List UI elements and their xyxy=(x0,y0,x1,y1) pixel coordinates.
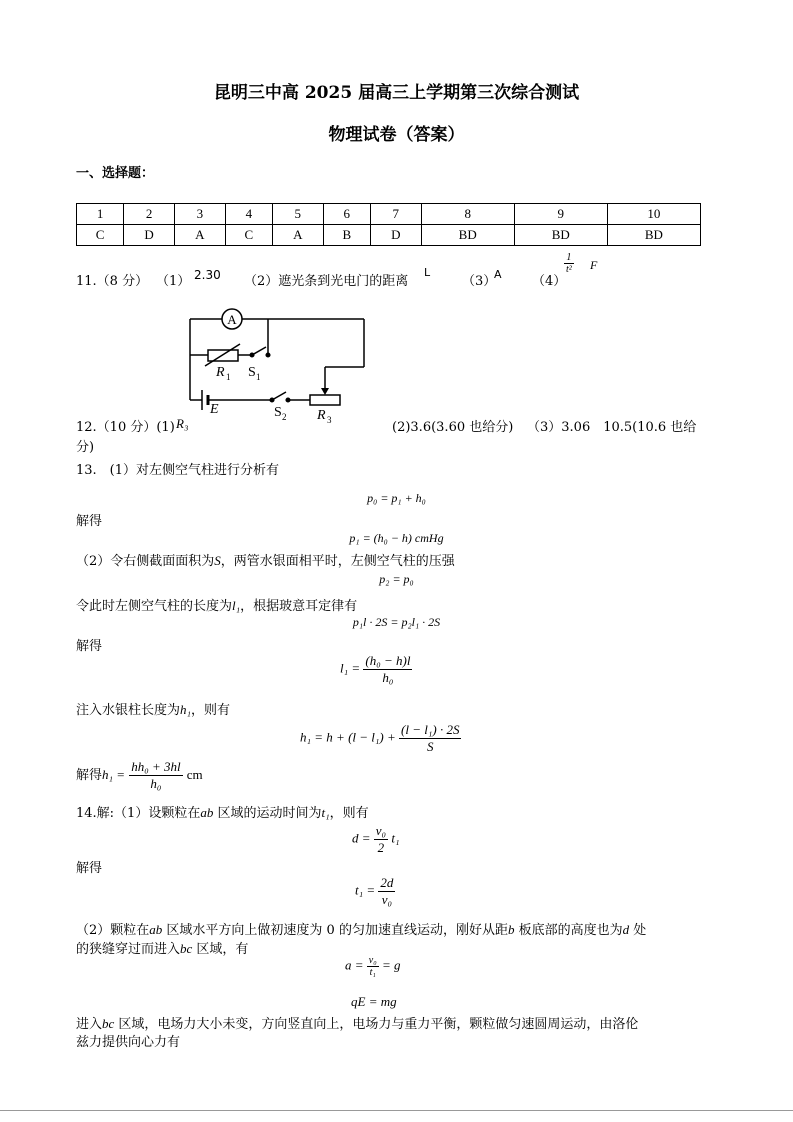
q13-line4 xyxy=(76,699,230,718)
answer-table-cell: 6 xyxy=(323,204,370,225)
q14-line2-text: （2）颗粒在 xyxy=(76,923,150,938)
q13-eq6-numerator: (l − l₁) · 2S xyxy=(401,722,460,737)
q14-solve1: 解得 xyxy=(76,861,103,876)
q13-equation1: p₀ = p₁ + h₀ xyxy=(367,491,426,505)
q14-line3-text: 的狭缝穿过而进入 xyxy=(76,942,181,957)
q14-line1-rest: ，则有 xyxy=(329,806,369,821)
q13-equation2: p₁ = (h₀ − h) cmHg xyxy=(349,531,444,545)
q14-eq3-lhs: a = xyxy=(345,957,364,973)
q13-line4-text: 注入水银柱长度为 xyxy=(76,703,181,718)
q13-equation5 xyxy=(340,653,412,686)
q11-answer2: L xyxy=(424,266,431,279)
answer-table-cell: 7 xyxy=(370,204,421,225)
q13-line3-var: l₁ xyxy=(232,598,241,613)
r3-slider-arrow xyxy=(321,388,329,395)
q13-solve1: 解得 xyxy=(76,514,103,529)
q13-eq7-numerator: hh₀ + 3hl xyxy=(131,759,181,774)
page-subtitle: 物理试卷（答案） xyxy=(328,125,465,145)
q13-eq5-fraction xyxy=(363,653,412,686)
q14-line4 xyxy=(76,1013,638,1032)
answer-table-cell: C xyxy=(225,225,272,246)
answer-table-cell: 9 xyxy=(514,204,607,225)
q14-line2-mid2: 板底部的高度也为 xyxy=(514,923,623,938)
q13-eq5-lhs: l₁ = xyxy=(340,660,361,676)
s1-subscript: 1 xyxy=(256,372,261,382)
q13-eq7-unit: cm xyxy=(186,767,203,782)
page-title: 昆明三中高 2025 届高三上学期第三次综合测试 xyxy=(213,83,580,103)
q14-eq2-fraction xyxy=(378,875,395,908)
q11-answer1: 2.30 xyxy=(194,268,221,282)
q14-eq1-lhs: d = xyxy=(352,830,371,846)
q13-line2-text: （2）令右侧截面面积为 xyxy=(76,554,215,569)
q11-part1: （1） xyxy=(156,274,191,289)
q14-line3-bc: bc xyxy=(180,941,193,956)
q13-line1: 13. (1）对左侧空气柱进行分析有 xyxy=(76,463,280,478)
q13-eq7-lhs: h₁ = xyxy=(102,767,126,782)
answer-table-cell: 3 xyxy=(174,204,225,225)
q11-fraction-denominator: t² xyxy=(566,264,572,275)
q14-line2-rest: 处 xyxy=(629,923,647,938)
q13-equation3: p₂ = p₀ xyxy=(379,572,414,586)
q14-eq1-fraction xyxy=(374,823,388,856)
q13-eq6-denominator: S xyxy=(426,739,434,754)
q13-line2 xyxy=(76,550,455,569)
s1-label: S xyxy=(248,365,256,380)
q13-line3 xyxy=(76,595,357,614)
q11-fraction-numerator: 1 xyxy=(564,252,574,264)
q13-solve3: 解得 xyxy=(76,768,103,783)
answer-table-number-row xyxy=(77,204,701,225)
answer-table-cell: BD xyxy=(421,225,514,246)
q13-equation6 xyxy=(300,722,461,755)
q13-line4-rest: ，则有 xyxy=(191,703,231,718)
q14-line4-bc: bc xyxy=(102,1016,115,1031)
answer-table-cell: B xyxy=(323,225,370,246)
q14-eq3-numerator: v₀ xyxy=(368,955,377,966)
q11-answer3: A xyxy=(494,268,502,281)
q14-equation4: qE = mg xyxy=(351,994,397,1009)
s2-label: S xyxy=(274,405,282,420)
answer-table-cell: A xyxy=(174,225,225,246)
q13-line2-var: S xyxy=(214,553,221,568)
ammeter-label: A xyxy=(227,312,237,327)
q13-eq5-numerator: (h₀ − h)l xyxy=(365,653,411,668)
answer-table-cell: A xyxy=(272,225,323,246)
q14-equation2 xyxy=(355,875,395,908)
q13-eq5-denominator: h₀ xyxy=(382,670,394,685)
q11-part2: （2）遮光条到光电门的距离 xyxy=(244,274,409,289)
q14-line5: 兹力提供向心力有 xyxy=(76,1035,181,1050)
q14-line2-ab: ab xyxy=(149,922,163,937)
r3-resistor xyxy=(310,395,340,405)
page-bottom-divider xyxy=(0,1110,793,1111)
q14-line3-rest: 区域，有 xyxy=(192,942,249,957)
q11-answer4: F xyxy=(590,258,598,272)
r3-subscript: 3 xyxy=(327,415,332,425)
answer-table-cell: 1 xyxy=(77,204,124,225)
answer-table-cell: D xyxy=(124,225,175,246)
q13-line2-rest: ，两管水银面相平时，左侧空气柱的压强 xyxy=(220,554,455,569)
q14-line2-mid: 区域水平方向上做初速度为 0 的匀加速直线运动，刚好从距 xyxy=(162,923,508,938)
q14-equation3 xyxy=(345,955,400,978)
answer-table-cell: BD xyxy=(607,225,700,246)
q14-line4-rest: 区域，电场力大小未变，方向竖直向上，电场力与重力平衡，颗粒做匀速圆周运动，由洛伦 xyxy=(114,1017,639,1032)
answer-table-cell: C xyxy=(77,225,124,246)
q13-eq6-fraction xyxy=(399,722,461,755)
answer-table-cell: BD xyxy=(514,225,607,246)
q14-line1-ab: ab xyxy=(200,805,214,820)
section-heading-choice: 一、选择题： xyxy=(76,166,155,181)
circuit-diagram xyxy=(180,300,380,430)
s2-subscript: 2 xyxy=(282,412,287,422)
q14-line3 xyxy=(76,938,248,957)
r1-variable-arrow xyxy=(205,344,240,366)
q14-eq2-lhs: t₁ = xyxy=(355,882,376,898)
q13-result xyxy=(76,759,203,792)
q14-eq1-rhs: t₁ xyxy=(391,830,400,846)
q13-equation4: p₁l · 2S = p₂l₁ · 2S xyxy=(352,615,441,629)
answer-table-cell: 2 xyxy=(124,204,175,225)
q14-eq3-denominator: t₁ xyxy=(369,967,376,978)
q13-eq6-lhs: h₁ = h + (l − l₁) + xyxy=(300,729,396,745)
answer-table-cell: 10 xyxy=(607,204,700,225)
answer-table-cell: 5 xyxy=(272,204,323,225)
answer-table-cell: 8 xyxy=(421,204,514,225)
q12-part3: （3）3.06 10.5(10.6 也给 xyxy=(527,420,697,435)
q14-eq3-fraction xyxy=(367,955,379,978)
q12-part2: (2)3.6(3.60 也给分) xyxy=(392,420,514,435)
q13-line4-var: h₁ xyxy=(180,702,192,717)
q12-label: 12.（10 分）(1) xyxy=(76,420,175,435)
q14-line1 xyxy=(76,802,369,821)
answer-table xyxy=(76,203,701,246)
q13-solve2: 解得 xyxy=(76,639,103,654)
q11-part4: （4） xyxy=(532,274,567,289)
q14-eq2-numerator: 2d xyxy=(380,875,394,890)
q14-line2-b: b xyxy=(507,922,515,937)
q14-line1-text: 14.解:（1）设颗粒在 xyxy=(76,806,201,821)
q13-eq7-fraction xyxy=(129,759,182,792)
q14-eq2-denominator: v₀ xyxy=(381,892,393,907)
answer-table-cell: D xyxy=(370,225,421,246)
q12-answer1: R₃ xyxy=(176,416,189,431)
q13-eq7-denominator: h₀ xyxy=(150,776,162,791)
q14-line1-mid: 区域的运动时间为 xyxy=(213,806,322,821)
q11-fraction xyxy=(564,252,574,275)
answer-table-answer-row xyxy=(77,225,701,246)
q13-line3-rest: ，根据玻意耳定律有 xyxy=(240,599,358,614)
r1-label: R xyxy=(216,365,225,380)
q14-eq1-denominator: 2 xyxy=(377,840,385,855)
q14-eq1-numerator: v₀ xyxy=(375,823,387,838)
q14-line2-d: d xyxy=(622,922,630,937)
q14-eq3-rhs: = g xyxy=(381,957,401,973)
r3-label: R xyxy=(317,408,326,423)
q14-line1-t: t₁ xyxy=(321,805,330,820)
q11-part3: （3） xyxy=(462,274,497,289)
r1-subscript: 1 xyxy=(226,372,231,382)
q14-line4-text: 进入 xyxy=(76,1017,103,1032)
q12-continuation: 分) xyxy=(76,440,95,455)
q14-line2 xyxy=(76,919,646,938)
battery-label: E xyxy=(210,402,219,417)
answer-table-cell: 4 xyxy=(225,204,272,225)
q13-line3-text: 令此时左侧空气柱的长度为 xyxy=(76,599,233,614)
q14-equation1 xyxy=(352,823,399,856)
q11-label: 11.（8 分） xyxy=(76,274,149,289)
